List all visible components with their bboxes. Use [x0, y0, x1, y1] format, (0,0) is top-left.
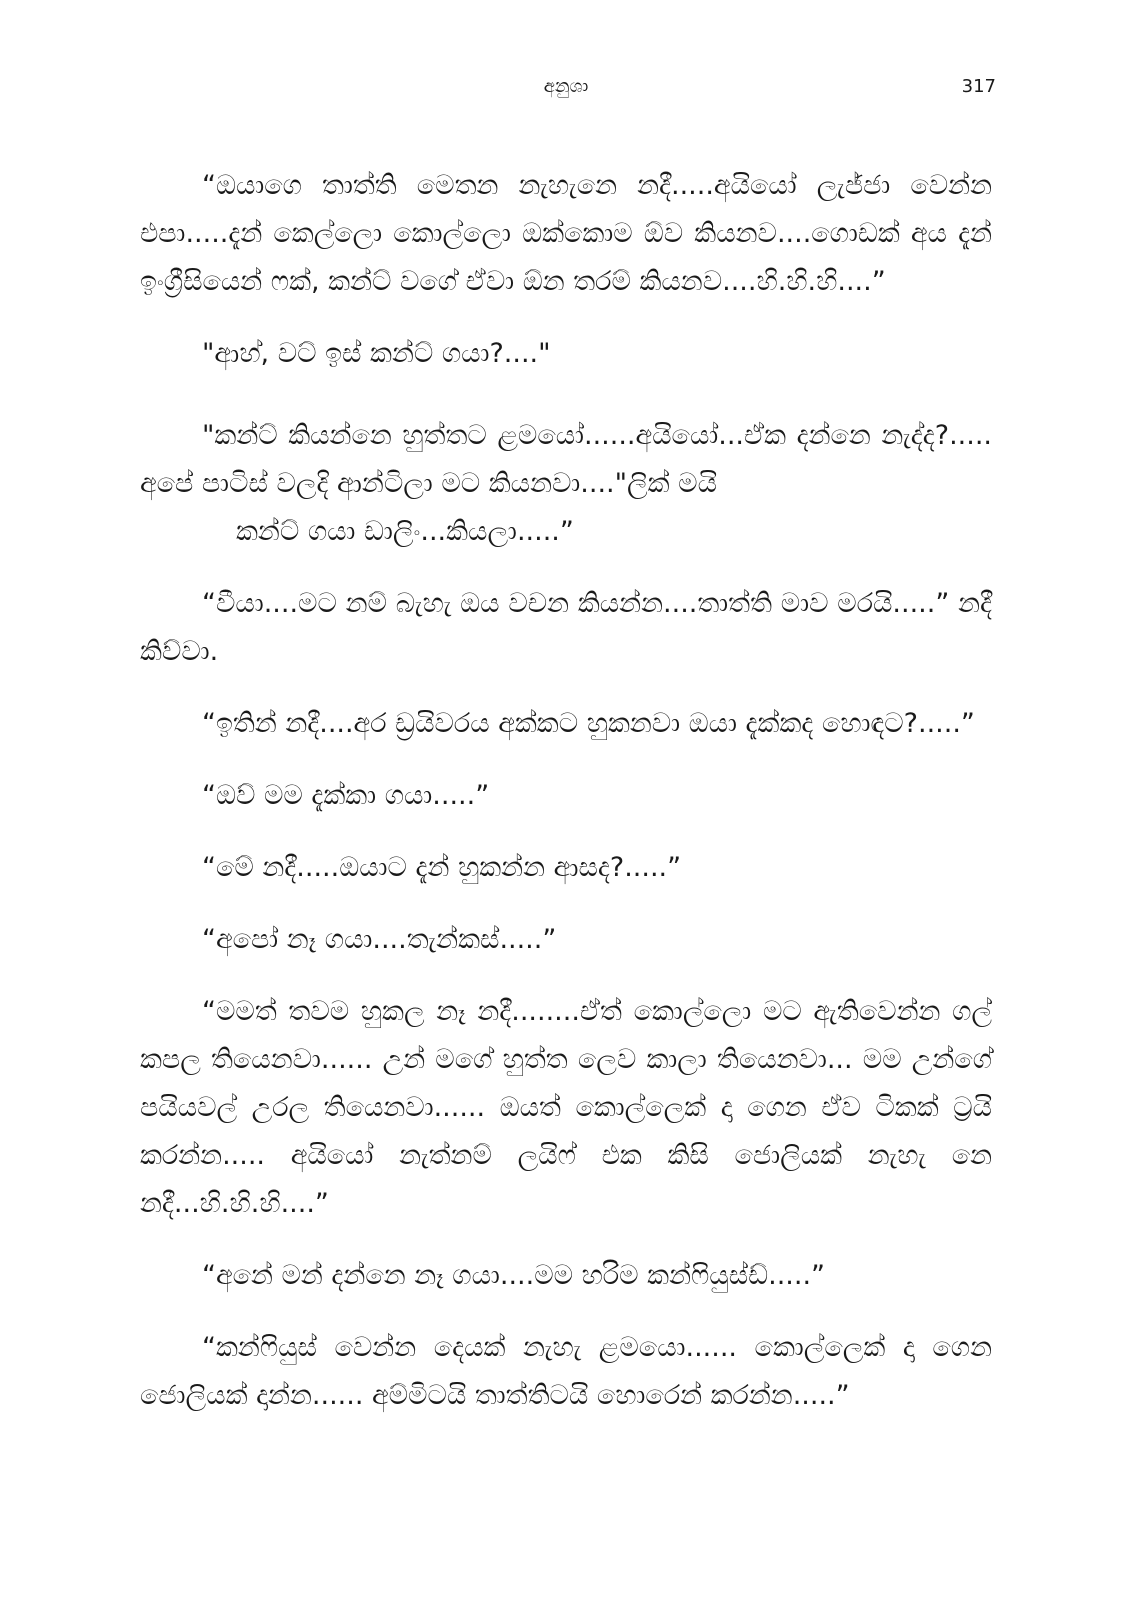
paragraph: “මමත් තවම හුකල නෑ නදී........ඒත් කොල්ලො මට ඇතිවෙන්න ගල් කපල තියෙනවා...... උන් මගේ හුත්ත ලෙව කාලා තියෙනවා... මම උන්ගේ පයියවල් උරල තියෙනවා...... ඔයත් කොල්ලෙක් දා ගෙන ඒව ටිකක් ට්‍රයි කරන්න..... අයියෝ නැත්නම් ලයිෆ් එක කිසි ජොලියක් නැහැ නෙ නදී...හි.හි.හි....” [140, 996, 992, 1219]
paragraph: “මේ නදී.....ඔයාට දැන් හුකන්න ආසද?.....” [202, 852, 682, 883]
paragraph-tail: කන්ට් ගයා ඩාලිං...කියලා.....” [236, 516, 574, 547]
paragraph: “ඔව් මම දැක්කා ගයා.....” [202, 780, 490, 811]
page-number: 317 [961, 76, 996, 97]
paragraph: “අනේ මන් දන්නෙ නෑ ගයා....මම හරිම කන්ෆියුස්ඩ්.....” [202, 1260, 826, 1291]
paragraph: “ඉතින් නදී....අර ඩ්‍රයිවරය අක්කට හුකනවා ඔයා දැක්කද හොඳට?.....” [202, 708, 975, 739]
paragraph: “වීයා....මට නම් බැහැ ඔය වචන කියන්න....තාත්ති මාව මරයි.....” නදී කිව්වා. [140, 588, 992, 667]
running-header [0, 72, 1132, 102]
paragraph [140, 412, 992, 556]
paragraph: “අපෝ නෑ ගයා....තැන්කස්.....” [202, 924, 557, 955]
paragraph: “ඔයාගෙ තාත්ති මෙතන නැහැනෙ නදී.....අයියෝ ලැජ්ජා වෙන්න එපා.....දැන් කෙල්ලො කොල්ලො ඔක්කොම ඕව කියනව....ගොඩක් අය දැන් ඉංග්‍රීසියෙන් ෆක්, කන්ට් වගේ ඒවා ඕන තරම් කියනව....හි.හි.හි....” [140, 170, 992, 297]
paragraph: "ආහ්, වට් ඉස් කන්ට් ගයා?...." [202, 338, 551, 369]
book-title: අනුශා [543, 76, 589, 97]
paragraph-text: "කන්ට් කියන්නෙ හුත්තට ළමයෝ......අයියෝ...ඒක දන්නෙ නැද්ද?..... අපේ පාටිස් වලදි ආන්ටිලා මට කියනවා...."ලික් මයි [140, 420, 992, 499]
paragraph: “කන්ෆියුස් වෙන්න දෙයක් නැහැ ළමයො...... කොල්ලෙක් දා ගෙන ජොලියක් දාන්න...... අම්මිටයි තාත්තිටයි හොරෙන් කරන්න.....” [140, 1332, 992, 1411]
body-text [140, 162, 992, 1444]
